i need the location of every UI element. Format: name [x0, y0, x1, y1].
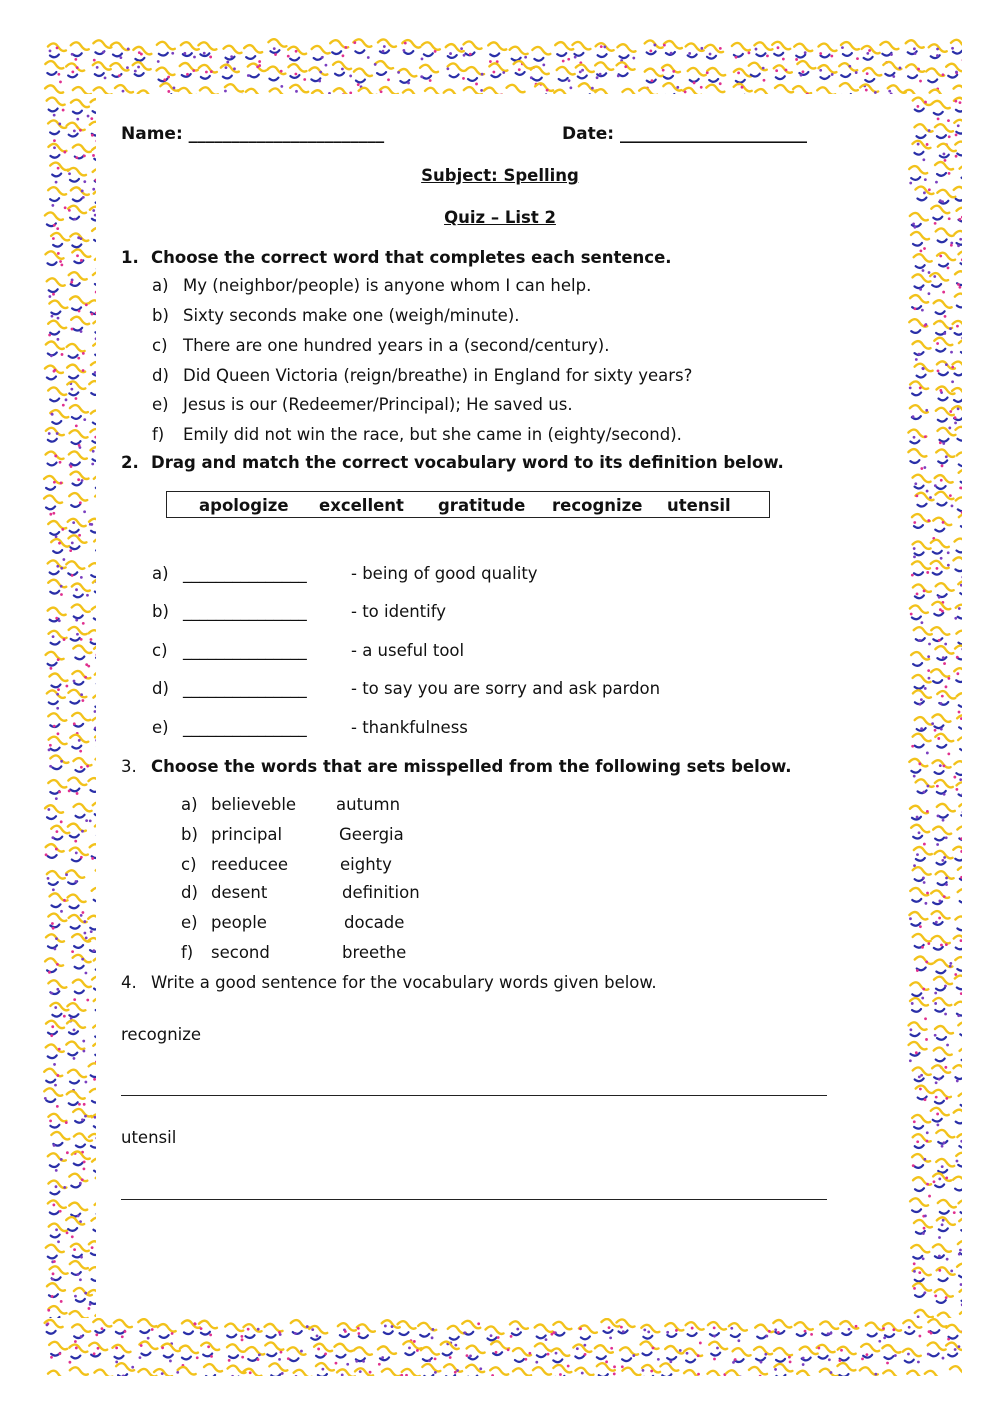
- list-item: [152, 336, 610, 355]
- answer-line-recognize[interactable]: [121, 1095, 827, 1096]
- answer-blank[interactable]: _______________: [183, 718, 307, 737]
- item-label: d): [152, 366, 169, 385]
- vocab-word-utensil: utensil: [121, 1128, 177, 1147]
- question-4-instruction: [121, 973, 657, 992]
- word-option[interactable]: Geergia: [339, 825, 404, 844]
- list-item: [152, 425, 682, 444]
- item-definition: - a useful tool: [351, 641, 465, 660]
- item-label: f): [152, 425, 165, 444]
- item-label: e): [181, 913, 198, 932]
- question-1-instruction: [121, 248, 672, 267]
- question-3-number: 3.: [121, 757, 137, 776]
- name-field[interactable]: [121, 124, 384, 144]
- list-item: [152, 306, 520, 325]
- list-item: [152, 679, 660, 698]
- subject-heading: Subject: Spelling: [421, 166, 579, 185]
- item-text: Emily did not win the race, but she came in (eighty/second).: [183, 425, 682, 444]
- item-definition: - to say you are sorry and ask pardon: [351, 679, 661, 698]
- item-label: f): [181, 943, 194, 962]
- name-label: Name:: [121, 124, 183, 144]
- question-3-text: Choose the words that are misspelled from the following sets below.: [151, 757, 792, 776]
- word-option[interactable]: desent: [211, 883, 268, 902]
- list-item: [152, 602, 446, 621]
- item-text: Did Queen Victoria (reign/breathe) in England for sixty years?: [183, 366, 693, 385]
- word-option[interactable]: believeble: [211, 795, 297, 814]
- date-field[interactable]: [562, 124, 807, 144]
- word-option[interactable]: principal: [211, 825, 283, 844]
- word-option[interactable]: docade: [344, 913, 405, 932]
- item-definition: - thankfulness: [351, 718, 468, 737]
- item-label: b): [152, 602, 169, 621]
- item-text: Sixty seconds make one (weigh/minute).: [183, 306, 520, 325]
- date-label: Date:: [562, 124, 615, 144]
- question-1-text: Choose the correct word that completes each sentence.: [151, 248, 672, 267]
- list-item: [152, 276, 591, 295]
- word-option[interactable]: second: [211, 943, 270, 962]
- item-label: d): [152, 679, 169, 698]
- word-option[interactable]: definition: [342, 883, 420, 902]
- word-option[interactable]: eighty: [340, 855, 392, 874]
- answer-line-utensil[interactable]: [121, 1199, 827, 1200]
- item-text: There are one hundred years in a (second/century).: [183, 336, 610, 355]
- word-option[interactable]: people: [211, 913, 267, 932]
- word-bank-item[interactable]: excellent: [319, 496, 404, 515]
- word-bank-item[interactable]: apologize: [199, 496, 289, 515]
- list-item: [152, 641, 464, 660]
- list-item: [152, 718, 468, 737]
- item-definition: - to identify: [351, 602, 447, 621]
- answer-blank[interactable]: _______________: [183, 602, 307, 621]
- word-bank-item[interactable]: gratitude: [438, 496, 526, 515]
- word-bank-item[interactable]: utensil: [667, 496, 731, 515]
- question-2-number: 2.: [121, 453, 139, 472]
- item-label: c): [181, 855, 197, 874]
- item-definition: - being of good quality: [351, 564, 538, 583]
- answer-blank[interactable]: _______________: [183, 641, 307, 660]
- word-bank-item[interactable]: recognize: [552, 496, 643, 515]
- date-blank[interactable]: ______________________: [619, 124, 807, 144]
- item-label: e): [152, 395, 169, 414]
- item-label: a): [152, 276, 169, 295]
- item-label: b): [152, 306, 169, 325]
- word-bank: [166, 491, 770, 518]
- word-option[interactable]: autumn: [336, 795, 401, 814]
- item-text: Jesus is our (Redeemer/Principal); He saved us.: [183, 395, 573, 414]
- answer-blank[interactable]: _______________: [183, 679, 307, 698]
- vocab-word-recognize: recognize: [121, 1025, 202, 1044]
- question-2-text: Drag and match the correct vocabulary word to its definition below.: [151, 453, 784, 472]
- question-2-instruction: [121, 453, 784, 472]
- item-label: e): [152, 718, 169, 737]
- word-option[interactable]: reeducee: [211, 855, 289, 874]
- item-label: a): [152, 564, 169, 583]
- question-4-number: 4.: [121, 973, 137, 992]
- name-blank[interactable]: _______________________: [188, 124, 385, 144]
- item-text: My (neighbor/people) is anyone whom I can help.: [183, 276, 592, 295]
- question-1-number: 1.: [121, 248, 139, 267]
- list-item: [152, 564, 538, 583]
- answer-blank[interactable]: _______________: [183, 564, 307, 583]
- item-label: b): [181, 825, 198, 844]
- list-item: [152, 366, 692, 385]
- item-label: d): [181, 883, 198, 902]
- quiz-title: Quiz – List 2: [444, 208, 556, 227]
- item-label: c): [152, 641, 168, 660]
- question-3-instruction: [121, 757, 792, 776]
- question-4-text: Write a good sentence for the vocabulary words given below.: [151, 973, 657, 992]
- list-item: [152, 395, 573, 414]
- item-label: a): [181, 795, 198, 814]
- item-label: c): [152, 336, 168, 355]
- word-option[interactable]: breethe: [342, 943, 407, 962]
